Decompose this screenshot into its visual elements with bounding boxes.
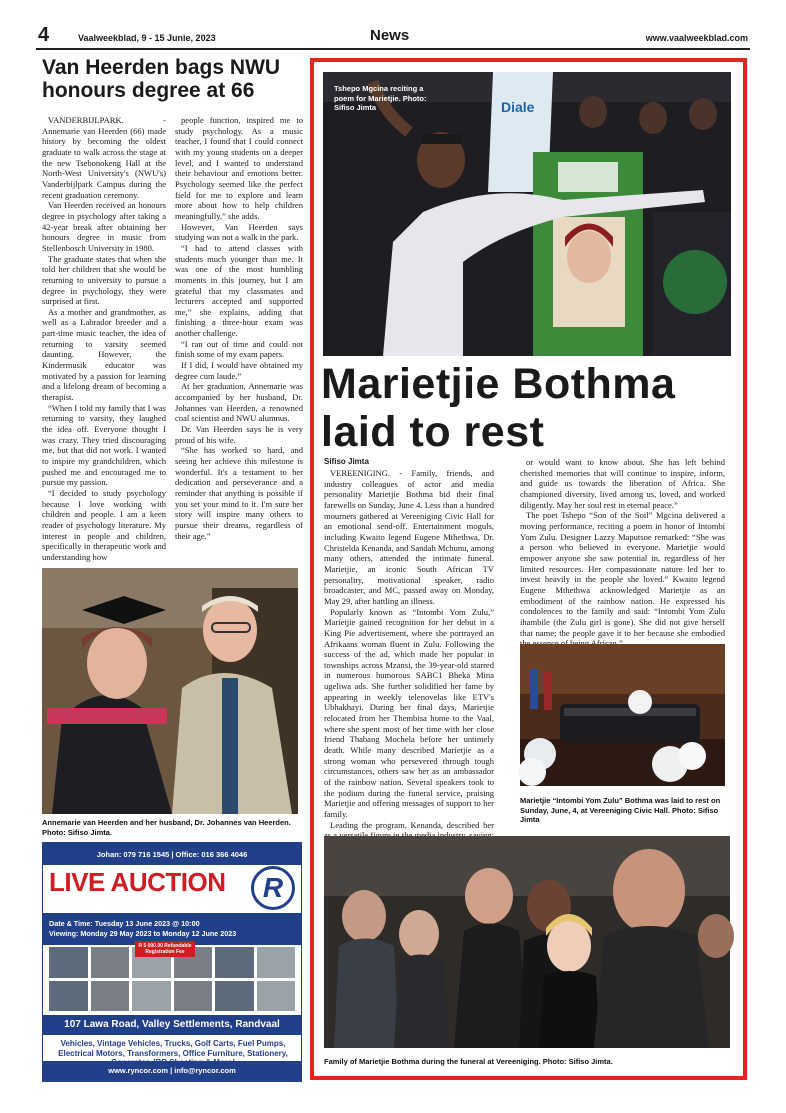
paragraph: “She has worked so hard, and seeing her achieve this milestone is wonderful. It's a testament to her dedication and perseverance and a reminder that anything is possible if you set your mind to it. I'm sure her story will inspire many others to pursue their dreams, regardless of their age.” <box>175 445 303 541</box>
ad-item-photo <box>257 947 296 978</box>
ad-contact: Johan: 079 716 1545 | Office: 016 366 4046 <box>43 843 301 865</box>
paragraph: VEREENIGING. - Family, friends, and industry colleagues of actor and media personality Marietjie Bothma bid their final farewells on Sunday, June 4. Less than a hundred mourners gathered at Vereeniging Civic Hall for an emotional send-off. Entertainment moguls, including Kwaito legend Eugene Mthethwa, Dr. Christelda Kenanda, and Sandah Mchunu, among many others, attended the intimate funeral. Marietjie, an iconic South African TV personality, motivational speaker, radio broadcaster, and MC, passed away on Monday, May 29, after battling an illness. <box>324 468 494 606</box>
article1-column2 <box>175 115 303 560</box>
paragraph: The poet Tshepo “Son of the Soil” Mgcina delivered a moving performance, reciting a poem in honor of Intombi Yom Zulu. Designer Lazzy Maputsoe remarked: “She was a person who believed in everyone. Marietjie would empower anyone she saw potential in, regardless of her limited resources. Her compassionate nature led her to invest heavily in the people she loved.” Kwaito legend Eugene Mthethwa acknowledged Marietjie as an embodiment of the rainbow nation. He expressed his condolences to the family and said: “Intombi Yom Zulu ihambile (the Zulu girl is gone). She did not give herself that name; the people gave it to her because she embodied <box>520 510 725 638</box>
graduation-photo <box>42 568 298 814</box>
article2-byline: Sifiso Jimta <box>324 457 369 466</box>
ad-item-photo <box>49 947 88 978</box>
paragraph: “I had to attend classes with students much younger than me. It was one of the most humbling moments in this journey, but I am grateful that my classmates and lecturers accepted and supported me,” she explains, adding that finishing a three-hour exam was another challenge. <box>175 242 303 339</box>
ad-item-photo <box>174 981 213 1012</box>
article1-column1 <box>42 115 166 560</box>
website-link[interactable]: www.vaalweekblad.com <box>645 33 748 43</box>
ad-item-photo <box>257 981 296 1012</box>
paragraph: The graduate states that when she told her children that she would be returning to university to pursue a degree in psychology, they were surprised at first. <box>42 253 166 307</box>
page-number: 4 <box>38 24 50 46</box>
paragraph: VANDERBIJLPARK. - Annemarie van Heerden (66) made history by becoming the oldest graduate to walk across the stage at the new Tsebonokeng Hall at the North-West University's (NWU's) Vanderbijlpark Campus during the recent graduation ceremony. <box>42 115 166 200</box>
article2-headline: Marietjie Bothma laid to rest <box>321 360 676 457</box>
paragraph: “I ran out of time and could not finish some of my exam papers. <box>175 338 303 360</box>
ad-item-photo <box>91 981 130 1012</box>
ad-item-photo <box>215 947 254 978</box>
coffin-caption: Marietjie “Intombi Yom Zulu” Bothma was laid to rest on Sunday, June, 4, at Vereeniging Civic Hall. Photo: Sifiso Jimta <box>520 796 721 824</box>
graduation-caption: Annemarie van Heerden and her husband, Dr. Johannes van Heerden. Photo: Sifiso Jimta. <box>42 818 291 837</box>
section-title: News <box>370 27 410 44</box>
poet-photo <box>323 72 731 356</box>
ad-address: 107 Lawa Road, Valley Settlements, Randvaal <box>43 1015 301 1035</box>
paragraph: As a mother and grandmother, as well as a Labrador breeder and a part-time music teacher, the idea of returning to varsity seemed daunting. However, the Kindermusik educator was motivated by a passion for learning and a lifelong dream of becoming a therapist. <box>42 306 166 403</box>
paragraph: Dr. Van Heerden says he is very proud of his wife. <box>175 424 303 445</box>
coffin-photo <box>520 644 725 786</box>
publication-date: Vaalweekblad, 9 - 15 Junie, 2023 <box>78 33 216 43</box>
paragraph: If I did, I would have obtained my degree cum laude.” <box>175 360 303 381</box>
ad-item-photo <box>215 981 254 1012</box>
ad-item-photo <box>132 981 171 1012</box>
ad-fee-badge: R 5 000.00 Refundable Registration Fee <box>135 941 195 957</box>
ad-date-line: Date & Time: Tuesday 13 June 2023 @ 10:00 <box>49 919 200 928</box>
paragraph: or would want to know about. She has left behind cherished memories that will continue to inspire, inform, and guide us towards the liberation of Africa. She championed diversity, lived among us, loved, and worked diligently. May her soul rest in eternal peace.” <box>520 457 725 510</box>
paragraph: “When I told my family that I was returning to varsity, they laughed the idea off. Everyone thought I was crazy. They tried discouraging me, but that did not work. I wanted to inspire my grandchildren, which pushed me and encouraged me to pursue my passion. <box>42 402 166 488</box>
article2-column2 <box>520 457 725 638</box>
article2-column1 <box>324 468 494 830</box>
paragraph: people function, inspired me to study psychology. As a music teacher, I found that I could connect with my young students on a deeper level, and I wanted to understand their behaviour and emotions better. Psychology seemed like the perfect field for me to explore and learn more about how to help children meaningfully,” she adds. <box>175 115 303 221</box>
ad-viewing-line: Viewing: Monday 29 May 2023 to Monday 12 June 2023 <box>49 929 237 938</box>
auction-advert <box>42 842 302 1082</box>
family-caption: Family of Marietjie Bothma during the funeral at Vereeniging. Photo: Sifiso Jimta. <box>324 1057 613 1066</box>
ryncor-logo-icon: R <box>251 866 295 910</box>
page-header <box>36 24 750 50</box>
paragraph: Leading the program, Kenanda, described her <box>330 819 494 830</box>
ad-items: Vehicles, Vintage Vehicles, Trucks, Golf Carts, Fuel Pumps, Electrical Motors, Transformers, Office Furniture, Stationery, <box>58 1039 288 1058</box>
ad-website[interactable]: www.ryncor.com | info@ryncor.com <box>43 1061 301 1081</box>
paragraph: Popularly known as “Intombi Yom Zulu,” Marietjie gained recognition for her debut in a King Pie advertisement, where she portrayed an Afrikaans woman fluent in Zulu. Following the success of the ad, which made her popular in townships across Mzansi, the 39-year-old starred in numerous humorous SABC1 Bheka Mina ugeliwa ads. She further solidified her fame by appearing in weekly telenovelas like ETV's Ubhakhayi. During her final days, Marietjie relocated from her Thembisa home to the Vaal, where she spent most of her time with her close friend Thabang Mochela before her untimely death. While many described Marietjie as a strong woman who persevered through tough circumstances, others saw her as an ambassador of the rainbow nation. Several speakers took to the podium during the funeral service, praising Marietjie and offering messages of support to her family. <box>324 606 494 819</box>
article1-headline: Van Heerden bags NWU honours degree at 66 <box>42 56 281 102</box>
svg-text:Diale: Diale <box>501 99 535 115</box>
paragraph: “I decided to study psychology because I love working with children and people. I am a keen reader of psychology literature. My interest in people and children, specifically in therapeutic work and understanding how <box>42 487 166 562</box>
ad-item-photo <box>91 947 130 978</box>
family-photo <box>324 836 730 1048</box>
paragraph: At her graduation, Annemarie was accompanied by her husband, Dr. Johannes van Heerden, a renowned coal scientist and NWU alumnus. <box>175 381 303 424</box>
poet-caption: Tshepo Mgcina reciting a poem for Marietjie. Photo: Sifiso Jimta <box>334 84 427 112</box>
paragraph: However, Van Heerden says studying was not a walk in the park. <box>175 221 303 243</box>
ad-title: LIVE AUCTION <box>49 867 226 897</box>
ad-item-photo <box>49 981 88 1012</box>
paragraph: Van Heerden received an honours degree in psychology after taking a 42-year break after obtaining her honours degree in music from Stellenbosch University in 1980. <box>42 200 166 253</box>
